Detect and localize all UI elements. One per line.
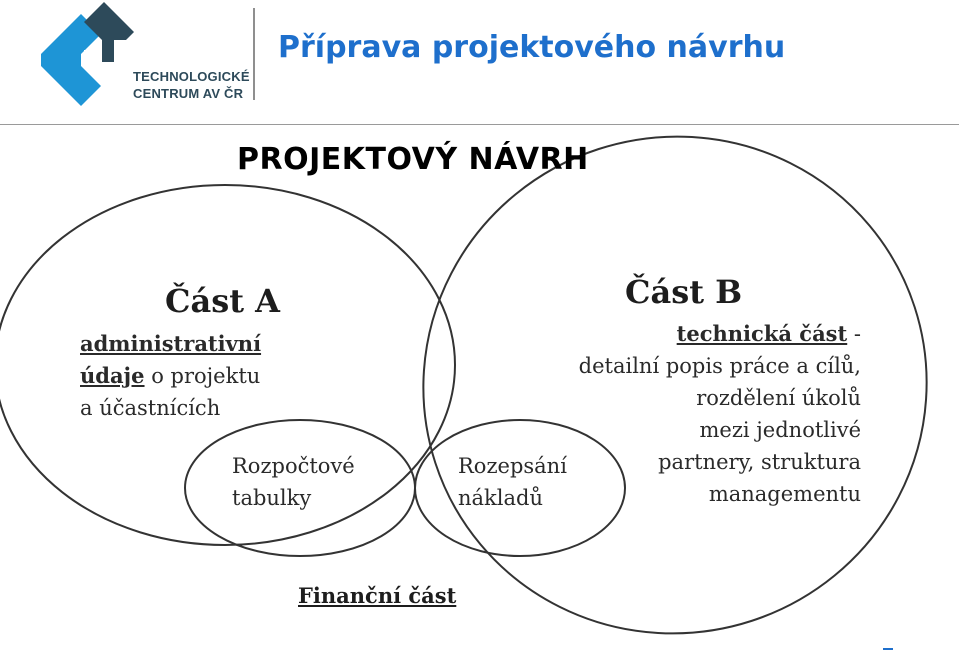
part-b-line-3: mezi jednotlivé <box>699 418 861 442</box>
logo-mark-icon <box>36 2 136 106</box>
part-b-title: Část B <box>625 273 743 311</box>
header-rule <box>0 124 959 125</box>
diagram-heading: PROJEKTOVÝ NÁVRH <box>237 142 589 177</box>
part-b-line-1: detailní popis práce a cílů, <box>578 354 861 378</box>
part-b-line-2: rozdělení úkolů <box>696 386 861 410</box>
part-b-bold: technická část <box>676 321 848 346</box>
logo-line-2: CENTRUM AV ČR <box>133 86 244 101</box>
logo-line-1: TECHNOLOGICKÉ <box>133 69 250 84</box>
header-divider <box>253 8 255 100</box>
cost-breakdown-label <box>458 450 567 514</box>
budget-tables-line-1: Rozpočtové <box>232 454 355 478</box>
part-a-title: Část A <box>165 282 280 320</box>
page-title: Příprava projektového návrhu <box>278 30 786 65</box>
logo-text <box>133 68 250 102</box>
corner-mark <box>883 648 893 650</box>
part-b-line-5: managementu <box>708 482 861 506</box>
budget-tables-label <box>232 450 355 514</box>
part-a-bold-word-2: údaje <box>80 363 145 388</box>
budget-tables-line-2: tabulky <box>232 486 312 510</box>
part-b-text <box>579 318 861 510</box>
part-b-dash: - <box>847 322 861 346</box>
part-b-line-4: partnery, struktura <box>658 450 861 474</box>
part-a-line-2-rest: o projektu <box>144 364 261 388</box>
part-a-line-3: a účastnících <box>80 396 221 420</box>
part-a-bold-line-1: administrativní <box>80 331 262 356</box>
part-a-text <box>80 328 261 424</box>
cost-breakdown-line-2: nákladů <box>458 486 543 510</box>
cost-breakdown-line-1: Rozepsání <box>458 454 567 478</box>
financial-part-label: Finanční část <box>298 583 457 608</box>
